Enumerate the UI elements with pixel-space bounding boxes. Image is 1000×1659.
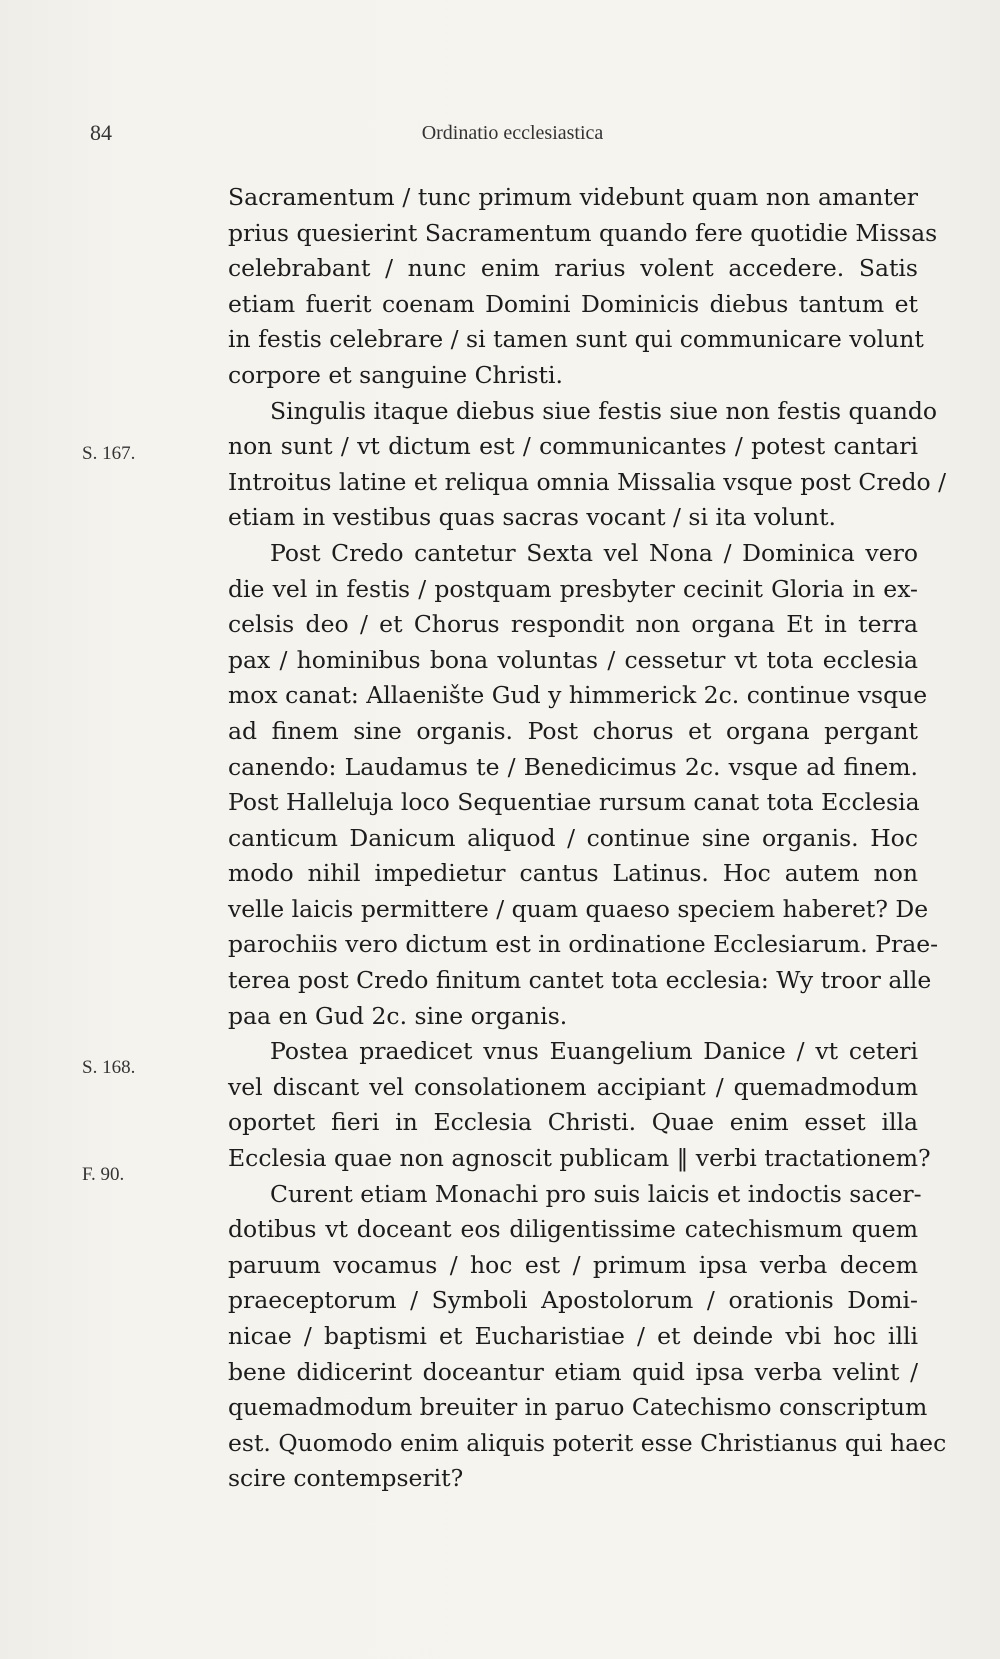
- text-line: vel discant vel consolationem accipiant / quemadmodum: [228, 1072, 918, 1101]
- text-line: pax / hominibus bona voluntas / cessetur vt tota ecclesia: [228, 645, 918, 674]
- text-line: canendo: Laudamus te / Benedicimus 2c. vsque ad finem.: [228, 752, 918, 781]
- page-header: [90, 120, 915, 150]
- text-line: quemadmodum breuiter in paruo Catechismo conscriptum: [228, 1393, 928, 1422]
- text-line: Singulis itaque diebus siue festis siue non festis quando: [270, 396, 938, 425]
- text-line: scire contempserit?: [228, 1464, 464, 1493]
- text-line: Post Halleluja loco Sequentiae rursum canat tota Ecclesia: [228, 788, 920, 817]
- text-line: modo nihil impedietur cantus Latinus. Hoc autem non: [228, 859, 918, 888]
- text-line: Postea praedicet vnus Euangelium Danice / vt ceteri: [270, 1037, 918, 1066]
- text-line: bene didicerint doceantur etiam quid ipsa verba velint /: [228, 1357, 918, 1386]
- text-line: Curent etiam Monachi pro suis laicis et indoctis sacer-: [270, 1179, 922, 1208]
- margin-note-f90: F. 90.: [82, 1164, 125, 1185]
- running-title: Ordinatio ecclesiastica: [421, 122, 604, 144]
- body-text: [228, 180, 947, 1497]
- text-line: Post Credo cantetur Sexta vel Nona / Dominica vero: [270, 538, 918, 567]
- text-line: etiam in vestibus quas sacras vocant / si ita volunt.: [228, 503, 837, 532]
- text-line: canticum Danicum aliquod / continue sine organis. Hoc: [228, 823, 918, 852]
- text-line: mox canat: Allaenište Gud y himmerick 2c. continue vsque: [228, 681, 928, 710]
- text-line: paruum vocamus / hoc est / primum ipsa verba decem: [228, 1250, 918, 1279]
- text-line: terea post Credo finitum cantet tota ecclesia: Wy troor alle: [228, 966, 932, 995]
- text-line: prius quesierint Sacramentum quando fere quotidie Missas: [228, 218, 938, 247]
- text-line: nicae / baptismi et Eucharistiae / et deinde vbi hoc illi: [228, 1322, 918, 1350]
- margin-note-s168: S. 168.: [82, 1057, 136, 1078]
- text-line: praeceptorum / Symboli Apostolorum / orationis Domi-: [228, 1286, 918, 1315]
- text-line: dotibus vt doceant eos diligentissime catechismum quem: [228, 1215, 918, 1244]
- text-line: Sacramentum / tunc primum videbunt quam non amanter: [228, 183, 918, 211]
- text-line: celsis deo / et Chorus respondit non organa Et in terra: [228, 610, 918, 639]
- text-line: non sunt / vt dictum est / communicantes / potest cantari: [228, 432, 918, 461]
- text-line: Introitus latine et reliqua omnia Missalia vsque post Credo /: [228, 467, 947, 496]
- text-line: parochiis vero dictum est in ordinatione Ecclesiarum. Prae-: [228, 930, 939, 959]
- text-line: in festis celebrare / si tamen sunt qui communicare volunt: [228, 325, 924, 354]
- text-line: celebrabant / nunc enim rarius volent accedere. Satis: [228, 254, 918, 283]
- text-line: etiam fuerit coenam Domini Dominicis diebus tantum et: [228, 289, 918, 318]
- text-line: oportet fieri in Ecclesia Christi. Quae enim esset illa: [228, 1108, 918, 1137]
- text-line: velle laicis permittere / quam quaeso speciem haberet? De: [228, 894, 929, 923]
- text-line: est. Quomodo enim aliquis poterit esse Christianus qui haec: [228, 1428, 947, 1457]
- margin-note-s167: S. 167.: [82, 443, 136, 464]
- text-line: corpore et sanguine Christi.: [228, 360, 563, 389]
- text-line: die vel in festis / postquam presbyter cecinit Gloria in ex-: [228, 574, 918, 603]
- text-line: ad finem sine organis. Post chorus et organa pergant: [228, 716, 918, 745]
- text-line: Ecclesia quae non agnoscit publicam ‖ verbi tractationem?: [228, 1144, 931, 1173]
- text-line: paa en Gud 2c. sine organis.: [228, 1001, 568, 1030]
- page-number: 84: [90, 120, 112, 145]
